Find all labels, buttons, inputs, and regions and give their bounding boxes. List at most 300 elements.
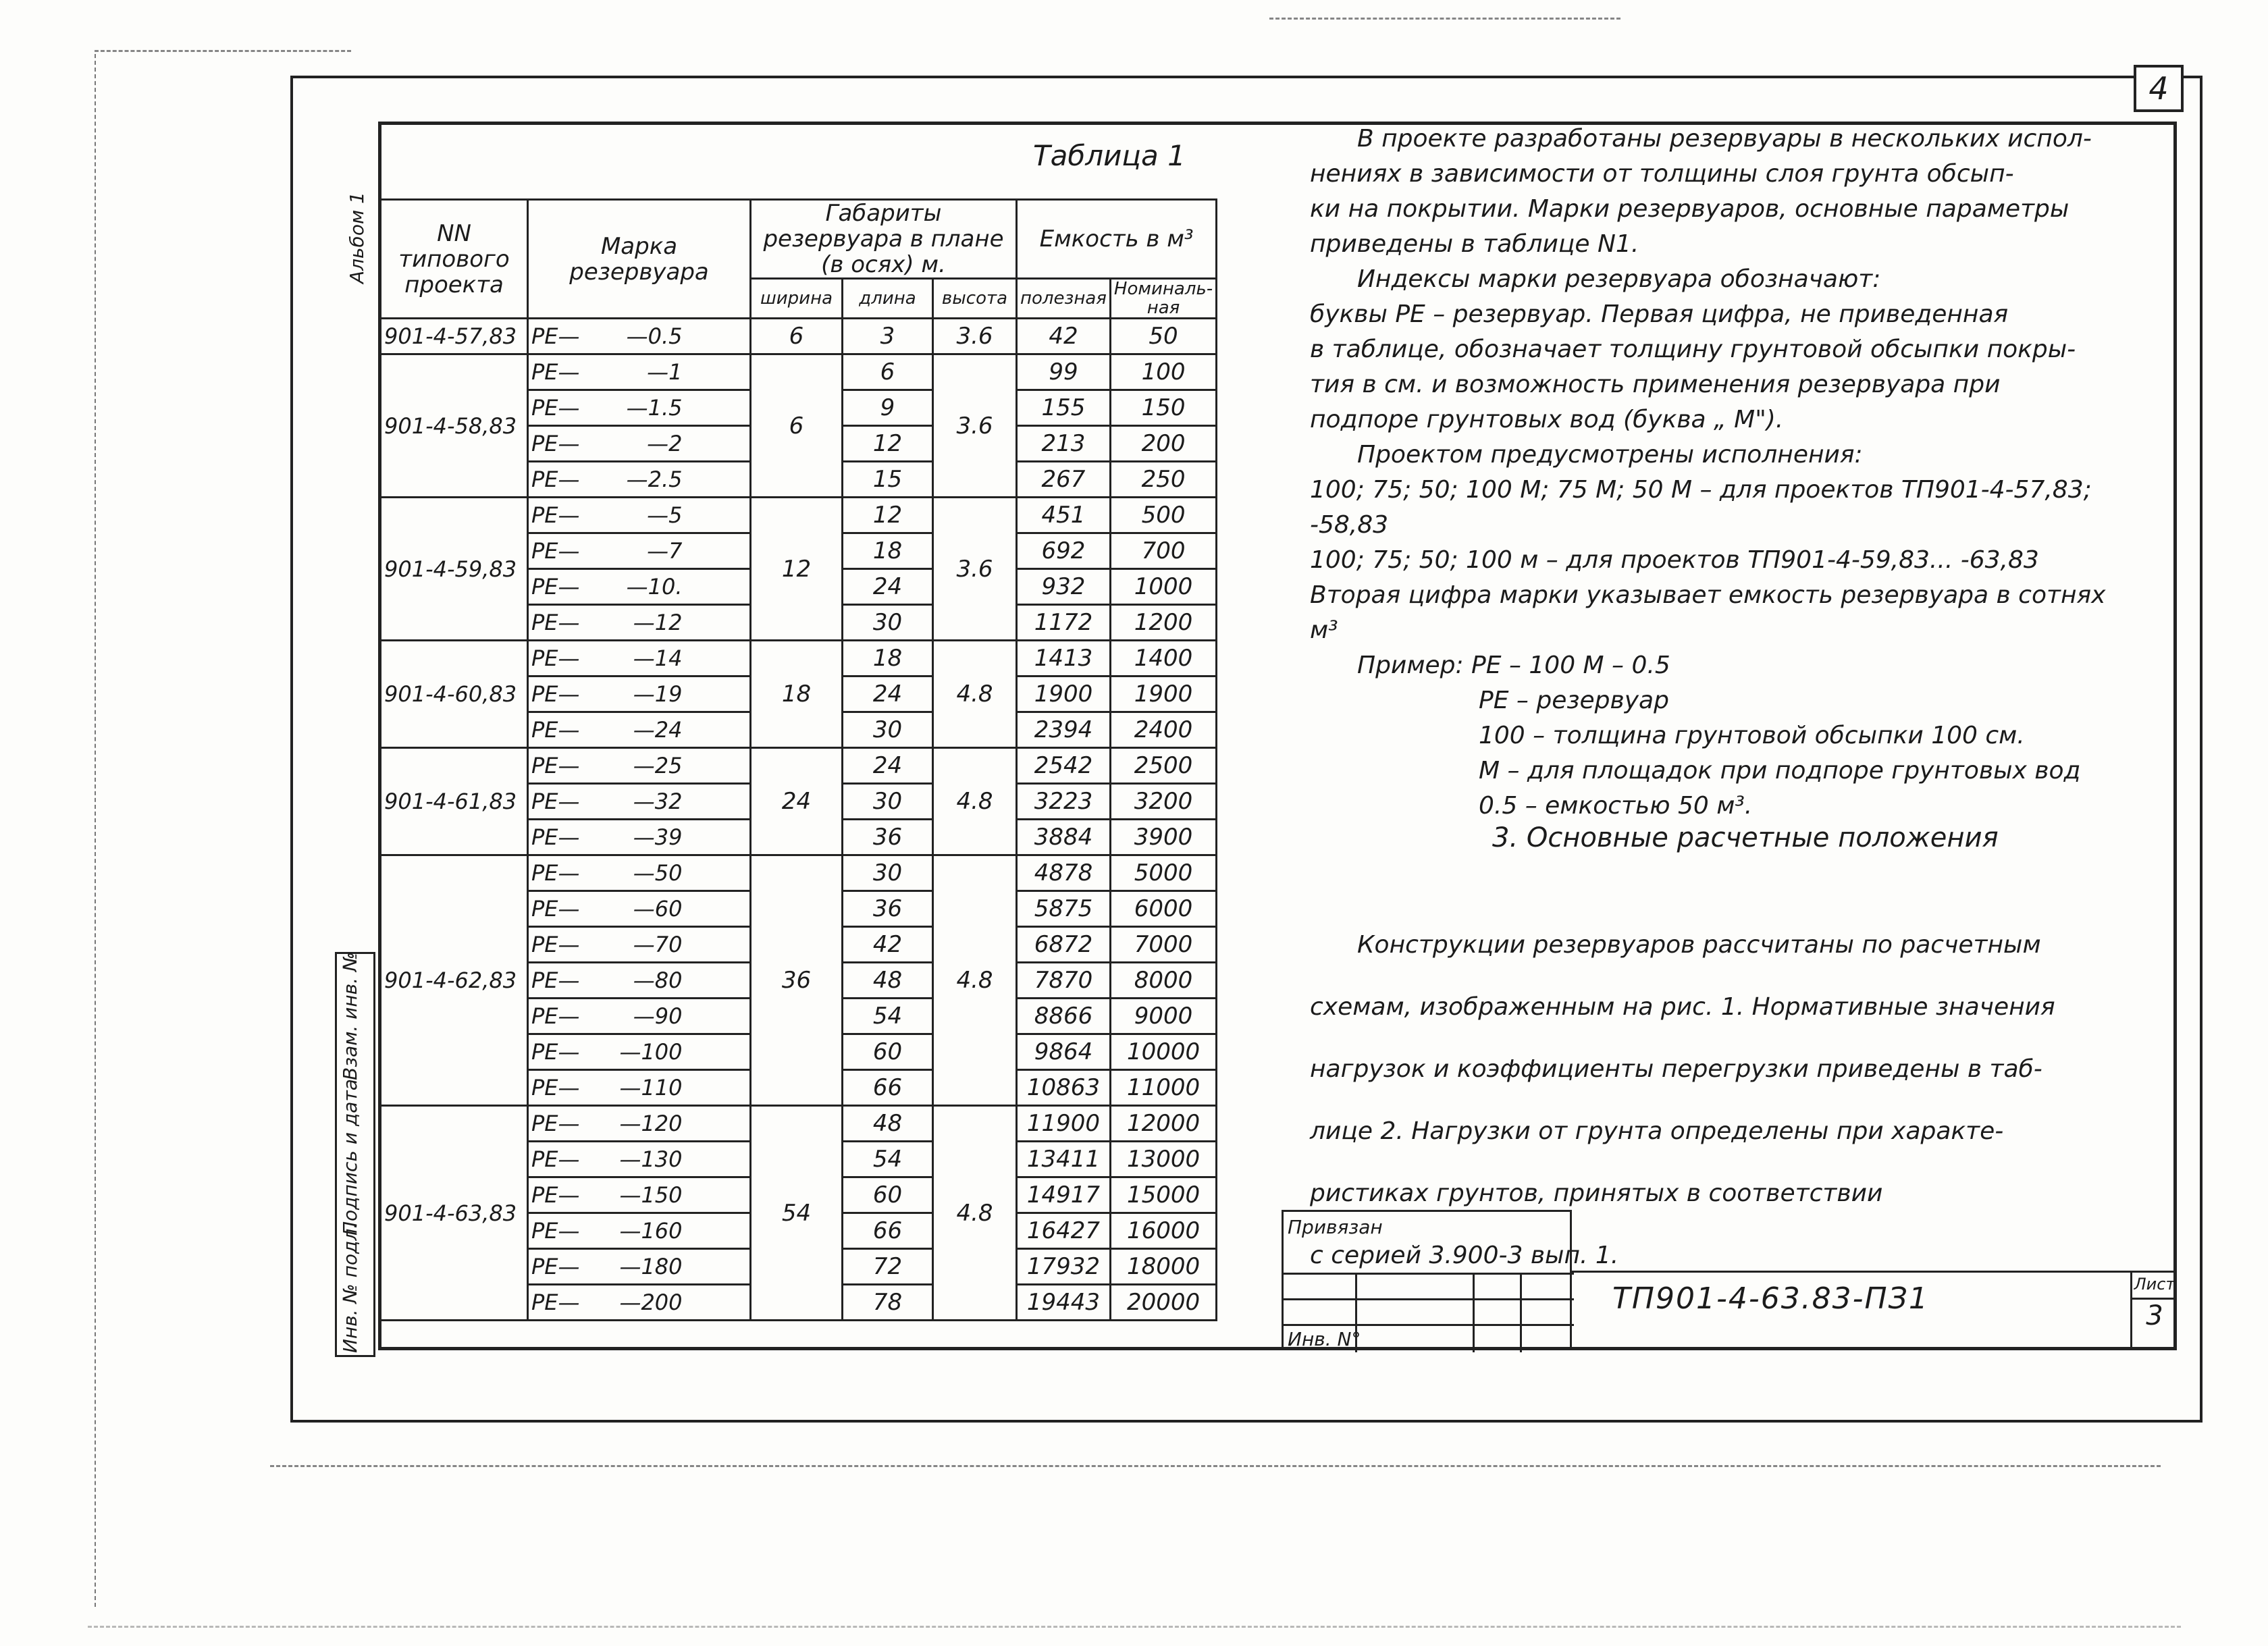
mark-suffix-value: 180	[641, 1254, 683, 1279]
useful-capacity-cell: 4878	[1017, 855, 1111, 891]
mark-cell	[528, 533, 751, 569]
mark-prefix: PE	[531, 359, 558, 385]
dash: —	[619, 1039, 641, 1065]
nominal-capacity-cell: 5000	[1110, 855, 1216, 891]
mark-cell	[528, 1142, 751, 1177]
length-cell: 6	[843, 354, 933, 390]
mark-cell	[528, 569, 751, 605]
nominal-capacity-cell: 1000	[1110, 569, 1216, 605]
mark-prefix: PE	[531, 860, 558, 886]
nominal-capacity-cell: 7000	[1110, 927, 1216, 963]
dash: —	[558, 323, 580, 349]
dash: —	[558, 359, 580, 385]
grid-line	[1572, 1271, 2177, 1273]
scan-mark	[1269, 18, 1620, 20]
length-cell: 3	[843, 319, 933, 354]
useful-capacity-cell: 932	[1017, 569, 1111, 605]
length-cell: 24	[843, 676, 933, 712]
mark-cell	[528, 748, 751, 784]
description-text	[1310, 122, 2140, 824]
dash: —	[558, 1111, 580, 1136]
dash: —	[558, 1182, 580, 1208]
dash: —	[558, 395, 580, 421]
nominal-capacity-cell: 2500	[1110, 748, 1216, 784]
mark-prefix: PE	[531, 1254, 558, 1279]
mark-cell	[528, 927, 751, 963]
text-line: 0.5 – емкостью 50 м³.	[1479, 792, 1753, 820]
table-row	[381, 855, 1217, 891]
mark-suffix-value: 80	[654, 967, 683, 993]
mark-suffix	[608, 574, 683, 600]
table-row	[381, 354, 1217, 390]
text-line: ристиках грунтов, принятых в соответствии	[1310, 1179, 1883, 1207]
nominal-capacity-cell: 16000	[1110, 1213, 1216, 1249]
nominal-capacity-cell: 50	[1110, 319, 1216, 354]
useful-capacity-cell: 6872	[1017, 927, 1111, 963]
dash: —	[558, 932, 580, 957]
width-cell: 36	[751, 855, 843, 1106]
mark-prefix: PE	[531, 896, 558, 922]
dash: —	[619, 1254, 641, 1279]
width-cell: 18	[751, 641, 843, 748]
mark-suffix-value: 130	[641, 1146, 683, 1172]
text-line: нагрузок и коэффициенты перегрузки приведены в таб-	[1310, 1055, 2042, 1083]
mark-suffix	[608, 538, 683, 564]
dash: —	[558, 717, 580, 743]
useful-capacity-cell: 14917	[1017, 1177, 1111, 1213]
header-dims: Габариты резервуара в плане (в осях) м.	[751, 200, 1017, 279]
useful-capacity-cell: 16427	[1017, 1213, 1111, 1249]
mark-suffix	[608, 1290, 683, 1315]
mark-prefix: PE	[531, 323, 558, 349]
mark-suffix	[608, 1254, 683, 1279]
useful-capacity-cell: 99	[1017, 354, 1111, 390]
mark-prefix: PE	[531, 932, 558, 957]
mark-suffix-value: 14	[654, 645, 683, 671]
mark-suffix-value: 200	[641, 1290, 683, 1315]
dash: —	[558, 610, 580, 635]
height-cell: 4.8	[933, 855, 1017, 1106]
text-line: М – для площадок при подпоре грунтовых вод	[1479, 757, 2081, 785]
mark-prefix: PE	[531, 1218, 558, 1244]
length-cell: 30	[843, 605, 933, 641]
project-number-cell: 901-4-59,83	[381, 498, 528, 641]
mark-suffix-value: 10.	[648, 574, 683, 600]
nominal-capacity-cell: 6000	[1110, 891, 1216, 927]
text-line: буквы PE – резервуар. Первая цифра, не приведенная	[1310, 300, 2009, 328]
mark-suffix-value: 150	[641, 1182, 683, 1208]
dash: —	[558, 1075, 580, 1100]
text-line: ки на покрытии. Марки резервуаров, основные параметры	[1310, 195, 2069, 223]
mark-cell	[528, 1285, 751, 1321]
mark-suffix	[608, 681, 683, 707]
length-cell: 15	[843, 462, 933, 498]
table-row	[381, 1106, 1217, 1142]
nominal-capacity-cell: 20000	[1110, 1285, 1216, 1321]
side-inv-label: Инв. № подл.	[339, 1222, 361, 1353]
dash: —	[558, 1146, 580, 1172]
text-line: Конструкции резервуаров рассчитаны по расчетным	[1357, 931, 2041, 959]
dash: —	[633, 824, 655, 850]
text-line: 100; 75; 50; 100 м – для проектов ТП901-4-59,83... -63,83	[1310, 546, 2039, 574]
width-cell: 6	[751, 354, 843, 498]
nominal-capacity-cell: 3900	[1110, 820, 1216, 855]
mark-cell	[528, 354, 751, 390]
dash: —	[558, 538, 580, 564]
length-cell: 36	[843, 820, 933, 855]
useful-capacity-cell: 1900	[1017, 676, 1111, 712]
length-cell: 30	[843, 855, 933, 891]
album-label: Альбом 1	[346, 192, 368, 284]
width-cell: 54	[751, 1106, 843, 1321]
grid-line	[1473, 1273, 1475, 1352]
mark-suffix-value: 2	[668, 431, 683, 456]
text-line: приведены в таблице N1.	[1310, 230, 1639, 258]
mark-prefix: PE	[531, 753, 558, 778]
useful-capacity-cell: 8866	[1017, 999, 1111, 1034]
length-cell: 12	[843, 498, 933, 533]
useful-capacity-cell: 10863	[1017, 1070, 1111, 1106]
height-cell: 3.6	[933, 354, 1017, 498]
nominal-capacity-cell: 12000	[1110, 1106, 1216, 1142]
header-project: NN типового проекта	[381, 200, 528, 319]
dash: —	[558, 1218, 580, 1244]
dash: —	[647, 502, 669, 528]
header-capacity: Емкость в м³	[1017, 200, 1217, 279]
dash: —	[558, 1039, 580, 1065]
useful-capacity-cell: 2542	[1017, 748, 1111, 784]
inv-label: Инв. N°	[1288, 1328, 1361, 1350]
mark-suffix	[608, 610, 683, 635]
mark-prefix: PE	[531, 538, 558, 564]
text-line: нениях в зависимости от толщины слоя грунта обсып-	[1310, 160, 2014, 188]
mark-suffix	[608, 1182, 683, 1208]
table-row	[381, 498, 1217, 533]
dash: —	[633, 610, 655, 635]
nominal-capacity-cell: 1900	[1110, 676, 1216, 712]
mark-cell	[528, 1213, 751, 1249]
mark-suffix-value: 32	[654, 789, 683, 814]
useful-capacity-cell: 692	[1017, 533, 1111, 569]
dash: —	[558, 896, 580, 922]
height-cell: 4.8	[933, 1106, 1017, 1321]
width-cell: 24	[751, 748, 843, 855]
header-height: высота	[933, 279, 1017, 319]
scan-mark	[88, 1626, 2181, 1628]
dash: —	[558, 1290, 580, 1315]
mark-suffix-value: 60	[654, 896, 683, 922]
dash: —	[558, 1254, 580, 1279]
mark-cell	[528, 712, 751, 748]
mark-cell	[528, 605, 751, 641]
width-cell: 12	[751, 498, 843, 641]
header-width: ширина	[751, 279, 843, 319]
height-cell: 3.6	[933, 319, 1017, 354]
dash: —	[558, 467, 580, 492]
useful-capacity-cell: 267	[1017, 462, 1111, 498]
mark-cell	[528, 641, 751, 676]
text-line: 100 – толщина грунтовой обсыпки 100 см.	[1479, 722, 2025, 749]
mark-suffix-value: 5	[668, 502, 683, 528]
mark-cell	[528, 891, 751, 927]
mark-suffix-value: 25	[654, 753, 683, 778]
text-line: подпоре грунтовых вод (буква „ М").	[1310, 406, 1784, 433]
nominal-capacity-cell: 500	[1110, 498, 1216, 533]
mark-suffix	[608, 1146, 683, 1172]
scan-mark	[270, 1465, 2161, 1467]
length-cell: 36	[843, 891, 933, 927]
dash: —	[633, 789, 655, 814]
mark-prefix: PE	[531, 824, 558, 850]
sheet-value: 3	[2146, 1300, 2163, 1331]
length-cell: 54	[843, 1142, 933, 1177]
useful-capacity-cell: 19443	[1017, 1285, 1111, 1321]
project-number-cell: 901-4-63,83	[381, 1106, 528, 1321]
length-cell: 18	[843, 533, 933, 569]
mark-suffix-value: 24	[654, 717, 683, 743]
nominal-capacity-cell: 150	[1110, 390, 1216, 426]
dash: —	[558, 967, 580, 993]
mark-suffix-value: 100	[641, 1039, 683, 1065]
length-cell: 54	[843, 999, 933, 1034]
mark-prefix: PE	[531, 681, 558, 707]
text-line: Вторая цифра марки указывает емкость резервуара в сотнях м³	[1310, 581, 2106, 644]
mark-prefix: PE	[531, 431, 558, 456]
dash: —	[626, 395, 648, 421]
nominal-capacity-cell: 18000	[1110, 1249, 1216, 1285]
sheet-box	[2130, 1271, 2177, 1350]
mark-prefix: PE	[531, 610, 558, 635]
dash: —	[558, 645, 580, 671]
useful-capacity-cell: 17932	[1017, 1249, 1111, 1285]
dash: —	[633, 1003, 655, 1029]
mark-suffix	[608, 502, 683, 528]
document-code: ТП901-4-63.83-ПЗ1	[1612, 1281, 1929, 1316]
title-stamp	[1282, 1210, 2177, 1350]
mark-prefix: PE	[531, 1039, 558, 1065]
useful-capacity-cell: 1413	[1017, 641, 1111, 676]
mark-suffix	[608, 932, 683, 957]
header-length: длина	[843, 279, 933, 319]
table-row	[381, 748, 1217, 784]
dash: —	[647, 431, 669, 456]
table-caption: Таблица 1	[1033, 139, 1186, 172]
mark-cell	[528, 1177, 751, 1213]
project-number-cell: 901-4-57,83	[381, 319, 528, 354]
useful-capacity-cell: 451	[1017, 498, 1111, 533]
dash: —	[558, 502, 580, 528]
useful-capacity-cell: 2394	[1017, 712, 1111, 748]
mark-prefix: PE	[531, 1075, 558, 1100]
useful-capacity-cell: 7870	[1017, 963, 1111, 999]
mark-suffix	[608, 1111, 683, 1136]
nominal-capacity-cell: 15000	[1110, 1177, 1216, 1213]
length-cell: 78	[843, 1285, 933, 1321]
text-line: схемам, изображенным на рис. 1. Нормативные значения	[1310, 993, 2055, 1021]
grid-line	[1284, 1324, 1574, 1326]
mark-suffix	[608, 395, 683, 421]
mark-suffix	[608, 753, 683, 778]
mark-suffix-value: 120	[641, 1111, 683, 1136]
nominal-capacity-cell: 8000	[1110, 963, 1216, 999]
length-cell: 24	[843, 569, 933, 605]
nominal-capacity-cell: 1400	[1110, 641, 1216, 676]
dash: —	[633, 967, 655, 993]
length-cell: 72	[843, 1249, 933, 1285]
text-line: Проектом предусмотрены исполнения:	[1357, 441, 1863, 469]
mark-suffix-value: 110	[641, 1075, 683, 1100]
nominal-capacity-cell: 100	[1110, 354, 1216, 390]
mark-prefix: PE	[531, 502, 558, 528]
dash: —	[558, 824, 580, 850]
dash: —	[558, 431, 580, 456]
height-cell: 3.6	[933, 498, 1017, 641]
grid-line	[1284, 1298, 1574, 1300]
dash: —	[558, 681, 580, 707]
nominal-capacity-cell: 9000	[1110, 999, 1216, 1034]
mark-suffix	[608, 824, 683, 850]
nominal-capacity-cell: 11000	[1110, 1070, 1216, 1106]
mark-prefix: PE	[531, 467, 558, 492]
mark-prefix: PE	[531, 1003, 558, 1029]
dash: —	[647, 359, 669, 385]
length-cell: 18	[843, 641, 933, 676]
useful-capacity-cell: 11900	[1017, 1106, 1111, 1142]
dash: —	[619, 1146, 641, 1172]
header-useful: полезная	[1017, 279, 1111, 319]
reservoir-table	[379, 198, 1217, 1321]
dash: —	[558, 1003, 580, 1029]
dash: —	[633, 645, 655, 671]
mark-prefix: PE	[531, 645, 558, 671]
length-cell: 48	[843, 963, 933, 999]
useful-capacity-cell: 213	[1017, 426, 1111, 462]
dash: —	[633, 896, 655, 922]
mark-suffix	[608, 789, 683, 814]
mark-suffix-value: 2.5	[648, 467, 683, 492]
mark-suffix-value: 70	[654, 932, 683, 957]
tied-label: Привязан	[1288, 1216, 1383, 1238]
length-cell: 12	[843, 426, 933, 462]
project-number-cell: 901-4-58,83	[381, 354, 528, 498]
mark-cell	[528, 676, 751, 712]
length-cell: 30	[843, 712, 933, 748]
project-number-cell: 901-4-61,83	[381, 748, 528, 855]
length-cell: 24	[843, 748, 933, 784]
useful-capacity-cell: 1172	[1017, 605, 1111, 641]
length-cell: 9	[843, 390, 933, 426]
mark-suffix-value: 39	[654, 824, 683, 850]
header-nominal: Номиналь-ная	[1110, 279, 1216, 319]
mark-suffix-value: 50	[654, 860, 683, 886]
sheet-label: Лист	[2132, 1271, 2177, 1300]
table-row	[381, 641, 1217, 676]
tie-grid	[1282, 1210, 1572, 1350]
mark-suffix	[608, 1003, 683, 1029]
dash: —	[633, 717, 655, 743]
useful-capacity-cell: 42	[1017, 319, 1111, 354]
mark-suffix	[608, 860, 683, 886]
dash: —	[619, 1111, 641, 1136]
text-line: В проекте разработаны резервуары в нескольких испол-	[1357, 125, 2092, 153]
mark-prefix: PE	[531, 1182, 558, 1208]
text-line: лице 2. Нагрузки от грунта определены при характе-	[1310, 1117, 2004, 1145]
dash: —	[633, 753, 655, 778]
mark-suffix	[608, 431, 683, 456]
dash: —	[619, 1218, 641, 1244]
table-row	[381, 319, 1217, 354]
dash: —	[558, 574, 580, 600]
side-sign-label: Подпись и дата	[339, 1079, 361, 1236]
grid-line	[1284, 1273, 1574, 1275]
useful-capacity-cell: 3223	[1017, 784, 1111, 820]
dash: —	[626, 323, 648, 349]
nominal-capacity-cell: 250	[1110, 462, 1216, 498]
grid-line	[1355, 1273, 1357, 1352]
side-replace-label: Взам. инв. №	[339, 951, 361, 1080]
length-cell: 66	[843, 1070, 933, 1106]
mark-cell	[528, 999, 751, 1034]
mark-cell	[528, 820, 751, 855]
mark-suffix	[608, 967, 683, 993]
mark-cell	[528, 319, 751, 354]
dash: —	[626, 467, 648, 492]
text-line: тия в см. и возможность применения резервуара при	[1310, 371, 2001, 398]
text-line: Индексы марки резервуара обозначают:	[1357, 265, 1881, 293]
dash: —	[626, 574, 648, 600]
dash: —	[558, 860, 580, 886]
nominal-capacity-cell: 200	[1110, 426, 1216, 462]
mark-suffix	[608, 896, 683, 922]
nominal-capacity-cell: 2400	[1110, 712, 1216, 748]
dash: —	[558, 789, 580, 814]
mark-cell	[528, 1106, 751, 1142]
mark-suffix-value: 90	[654, 1003, 683, 1029]
text-line: PE – резервуар	[1479, 687, 1669, 714]
scan-mark	[95, 54, 96, 1607]
dash: —	[633, 681, 655, 707]
sheet-number: 4	[2134, 65, 2184, 112]
mark-prefix: PE	[531, 1111, 558, 1136]
mark-suffix	[608, 1039, 683, 1065]
mark-prefix: PE	[531, 789, 558, 814]
length-cell: 60	[843, 1177, 933, 1213]
mark-suffix	[608, 1075, 683, 1100]
mark-cell	[528, 1249, 751, 1285]
useful-capacity-cell: 155	[1017, 390, 1111, 426]
text-line: в таблице, обозначает толщину грунтовой обсыпки покры-	[1310, 336, 2076, 363]
nominal-capacity-cell: 10000	[1110, 1034, 1216, 1070]
mark-cell	[528, 784, 751, 820]
dash: —	[619, 1075, 641, 1100]
text-line: Пример: PE – 100 М – 0.5	[1357, 652, 1670, 679]
nominal-capacity-cell: 700	[1110, 533, 1216, 569]
mark-suffix-value: 19	[654, 681, 683, 707]
dash: —	[633, 932, 655, 957]
height-cell: 4.8	[933, 748, 1017, 855]
dash: —	[647, 538, 669, 564]
dash: —	[558, 753, 580, 778]
dash: —	[619, 1182, 641, 1208]
mark-suffix	[608, 1218, 683, 1244]
mark-cell	[528, 1034, 751, 1070]
mark-cell	[528, 855, 751, 891]
length-cell: 60	[843, 1034, 933, 1070]
grid-line	[1520, 1273, 1522, 1352]
length-cell: 66	[843, 1213, 933, 1249]
text-line: с серией 3.900-3 вып. 1.	[1310, 1242, 1619, 1269]
mark-suffix	[608, 323, 683, 349]
